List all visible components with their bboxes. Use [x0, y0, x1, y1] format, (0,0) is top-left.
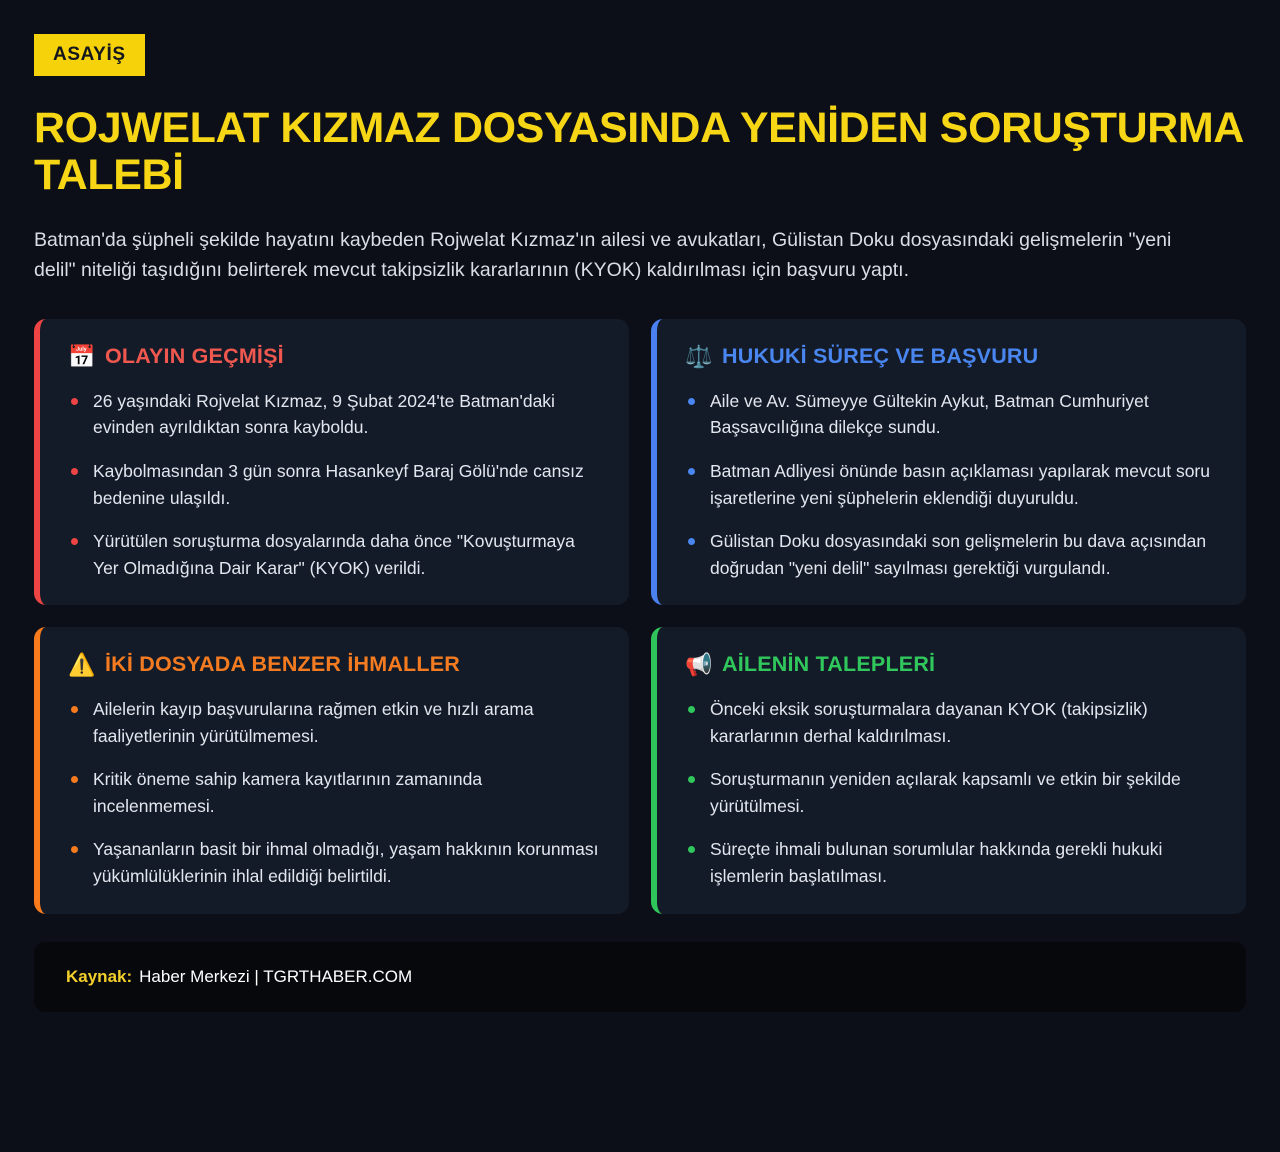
bullet-list — [68, 696, 599, 890]
list-item: Gülistan Doku dosyasındaki son gelişmelerin bu dava açısından doğrudan "yeni delil" sayılması gerektiği vurgulandı. — [685, 528, 1216, 581]
card-title: AİLENİN TALEPLERİ — [722, 652, 936, 677]
source-bar — [34, 942, 1246, 1012]
card-header — [685, 345, 1216, 369]
bullet-list — [68, 388, 599, 582]
megaphone-icon: 📢 — [685, 652, 713, 678]
list-item: Süreçte ihmali bulunan sorumlular hakkında gerekli hukuki işlemlerin başlatılması. — [685, 836, 1216, 889]
card-header — [68, 653, 599, 677]
list-item: Kaybolmasından 3 gün sonra Hasankeyf Baraj Gölü'nde cansız bedenine ulaşıldı. — [68, 458, 599, 511]
card-header — [68, 345, 599, 369]
source-label: Kaynak: — [66, 966, 133, 986]
card-title: İKİ DOSYADA BENZER İHMALLER — [105, 652, 460, 677]
list-item: Yaşananların basit bir ihmal olmadığı, yaşam hakkının korunması yükümlülüklerinin ihlal edildiği belirtildi. — [68, 836, 599, 889]
card-iki-dosyada-benzer-ihmaller — [34, 627, 629, 913]
list-item: Aile ve Av. Sümeyye Gültekin Aykut, Batman Cumhuriyet Başsavcılığına dilekçe sundu. — [685, 388, 1216, 441]
standfirst-summary: Batman'da şüpheli şekilde hayatını kaybeden Rojwelat Kızmaz'ın ailesi ve avukatları, Gülistan Doku dosyasındaki gelişmelerin "yeni delil" niteliği taşıdığını belirterek mevcut takipsizlik kararlarının (KYOK) kaldırılması için başvuru yaptı. — [34, 228, 1172, 281]
card-olayin-gecmisi — [34, 319, 629, 605]
list-item: Kritik öneme sahip kamera kayıtlarının zamanında incelenmemesi. — [68, 766, 599, 819]
calendar-icon: 📅 — [68, 343, 96, 369]
category-badge: ASAYİŞ — [34, 34, 145, 76]
card-ailenin-talepleri — [651, 627, 1246, 913]
page-title: ROJWELAT KIZMAZ DOSYASINDA YENİDEN SORUŞTURMA TALEBİ — [34, 104, 1243, 199]
bullet-list — [685, 696, 1216, 890]
list-item: Ailelerin kayıp başvurularına rağmen etkin ve hızlı arama faaliyetlerinin yürütülmemesi. — [68, 696, 599, 749]
bullet-list — [685, 388, 1216, 582]
source-value: Haber Merkezi | TGRTHABER.COM — [139, 966, 413, 986]
warning-triangle-icon: ⚠️ — [68, 652, 96, 678]
list-item: Batman Adliyesi önünde basın açıklaması yapılarak mevcut soru işaretlerine yeni şüphelerin eklendiği duyuruldu. — [685, 458, 1216, 511]
list-item: Önceki eksik soruşturmalara dayanan KYOK (takipsizlik) kararlarının derhal kaldırılması. — [685, 696, 1216, 749]
card-title: HUKUKİ SÜREÇ VE BAŞVURU — [722, 344, 1039, 369]
scales-of-justice-icon: ⚖️ — [685, 343, 713, 369]
list-item: Yürütülen soruşturma dosyalarında daha önce "Kovuşturmaya Yer Olmadığına Dair Karar" (KYOK) verildi. — [68, 528, 599, 581]
list-item: Soruşturmanın yeniden açılarak kapsamlı ve etkin bir şekilde yürütülmesi. — [685, 766, 1216, 819]
card-header — [685, 653, 1216, 677]
list-item: 26 yaşındaki Rojvelat Kızmaz, 9 Şubat 2024'te Batman'daki evinden ayrıldıktan sonra kayboldu. — [68, 388, 599, 441]
card-title: OLAYIN GEÇMİŞİ — [105, 344, 284, 369]
card-hukuki-surec-ve-basvuru — [651, 319, 1246, 605]
card-grid — [34, 319, 1246, 913]
